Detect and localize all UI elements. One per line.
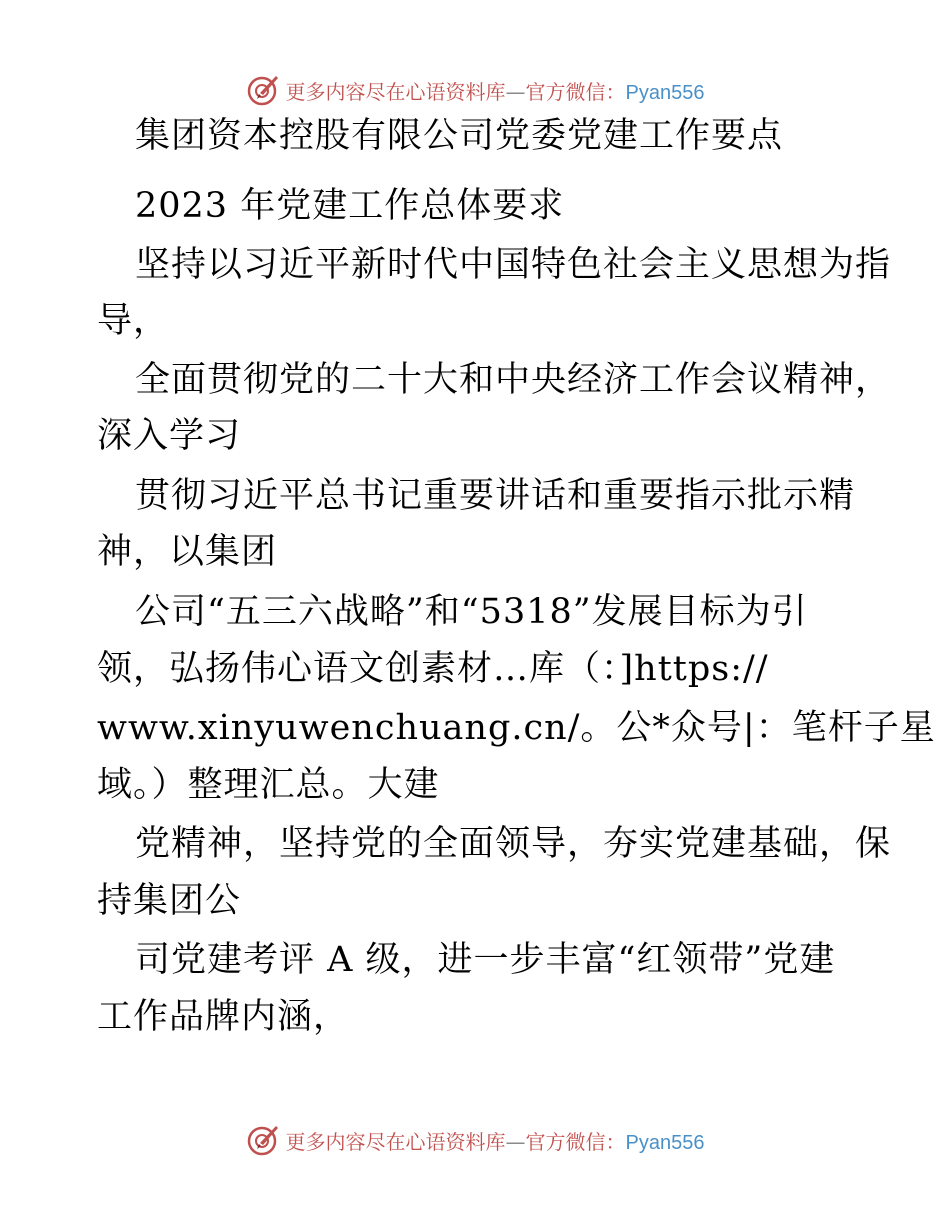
banner-separator: —: [505, 1129, 526, 1154]
banner-text: [286, 1126, 705, 1155]
document-title: 集团资本控股有限公司党委党建工作要点: [135, 116, 784, 156]
banner-separator: —: [505, 79, 526, 104]
banner-site-name: 更多内容尽在心语资料库: [285, 79, 506, 104]
paragraph-line: 导，: [97, 301, 170, 341]
paragraph-line: 持集团公: [97, 881, 242, 921]
paragraph-line: 贯彻习近平总书记重要讲话和重要指示批示精: [135, 476, 856, 516]
paragraph-line: 域。）整理汇总。大建: [97, 765, 440, 805]
banner-site-name: 更多内容尽在心语资料库: [285, 1129, 506, 1154]
section-heading: 2023 年党建工作总体要求: [135, 186, 565, 226]
paragraph-line: www.xinyuwenchuang.cn/。公*众号|：笔杆子星: [97, 708, 936, 748]
footer-banner: [0, 1120, 950, 1160]
paragraph-line: 深入学习: [97, 416, 242, 456]
banner-wechat-label: 官方微信：: [525, 79, 626, 104]
paragraph-line: 领，弘扬伟心语文创素材…库（：]https://: [97, 649, 769, 689]
paragraph-line: 工作品牌内涵，: [97, 997, 350, 1037]
paragraph-line: 司党建考评 A 级，进一步丰富“红领带”党建: [135, 940, 836, 980]
banner-wechat-id: Pyan556: [625, 1131, 705, 1154]
banner-wechat-id: Pyan556: [625, 81, 705, 104]
paragraph-line: 坚持以习近平新时代中国特色社会主义思想为指: [135, 245, 892, 285]
quill-logo-icon: [246, 1123, 280, 1157]
paragraph-line: 全面贯彻党的二十大和中央经济工作会议精神，: [135, 360, 892, 400]
paragraph-line: 公司“五三六战略”和“5318”发展目标为引: [135, 592, 808, 632]
banner-wechat-label: 官方微信：: [525, 1129, 626, 1154]
paragraph-line: 神，以集团: [97, 532, 278, 572]
paragraph-line: 党精神，坚持党的全面领导，夯实党建基础，保: [135, 824, 892, 864]
